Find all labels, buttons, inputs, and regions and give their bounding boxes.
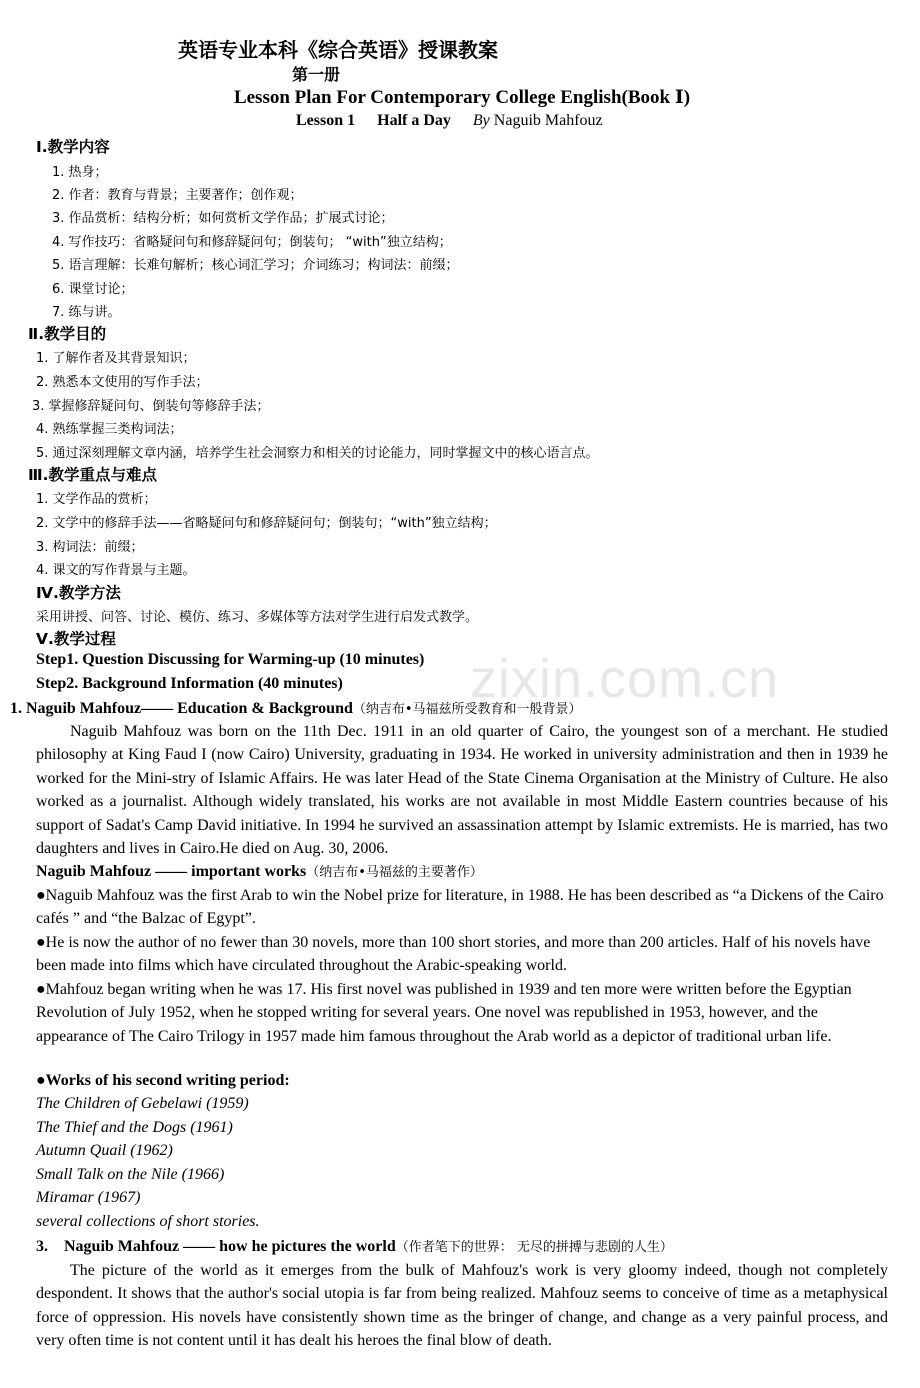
author-name: Naguib Mahfouz	[493, 112, 603, 129]
work-title: Autumn Quail (1962)	[36, 1142, 173, 1159]
part1-heading-cn: （纳吉布•马福兹所受教育和一般背景）	[352, 702, 582, 717]
document-title: 英语专业本科《综合英语》授课教案	[178, 38, 498, 62]
education-paragraph: Naguib Mahfouz was born on the 11th Dec. 1911 in an old quarter of Cairo, the youngest son of a merchant. He studied philosophy at King Faud I (now Cairo) University, graduating in 1934. He worked in university administration and then in 1939 he worked for the Mini-stry of Islamic Affairs. He was later Head of the State Cinema Organisation at the Ministry of Culture. He also worked as a journalist. Although widely translated, his works are not available in most Middle Eastern countries because of his support of Sadat's Camp David initiative. In 1994 he survived an assassination attempt by Islamic extremists. He is married, has two daughters and lives in Cairo.He died on Aug. 30, 2006.	[36, 723, 888, 858]
list-item: 5. 通过深刻理解文章内涵，培养学生社会洞察力和相关的讨论能力，同时掌握文中的核心语言点。	[36, 446, 599, 461]
list-item: 2. 熟悉本文使用的写作手法；	[36, 375, 209, 390]
list-item: 4. 熟练掌握三类构词法；	[36, 422, 183, 437]
work-title: The Thief and the Dogs (1961)	[36, 1119, 233, 1136]
second-period-heading: ●Works of his second writing period:	[36, 1072, 290, 1089]
list-item: 6. 课堂讨论；	[52, 282, 134, 297]
list-item: 3. 掌握修辞疑问句、倒装句等修辞手法；	[32, 399, 270, 414]
part3-heading	[36, 1236, 673, 1256]
watermark: zixin.com.cn	[470, 649, 780, 709]
works-bullet: ●Naguib Mahfouz was the first Arab to win the Nobel prize for literature, in 1988. He has been described as “a Dickens of the Cairo cafés ” and “the Balzac of Egypt”.	[36, 887, 884, 928]
list-item: 3. 构词法：前缀；	[36, 540, 144, 555]
work-title: Small Talk on the Nile (1966)	[36, 1166, 225, 1183]
part3-heading-cn: （作者笔下的世界： 无尽的拼搏与悲剧的人生）	[395, 1240, 673, 1255]
list-item: 5. 语言理解：长难句解析；核心词汇学习；介词练习；构词法：前缀；	[52, 258, 459, 273]
part2-heading-en: Naguib Mahfouz —— important works	[36, 863, 307, 880]
work-title: several collections of short stories.	[36, 1213, 260, 1230]
part1-heading	[10, 698, 582, 718]
lesson-number: Lesson 1	[296, 112, 356, 129]
lesson-title: Half a Day	[377, 112, 451, 129]
works-bullet: ●Mahfouz began writing when he was 17. His first novel was published in 1939 and ten more were written before the Egyptian Revolution of July 1952, when he stopped writing for several years. One novel was republished in 1953, however, and the appearance of The Cairo Trilogy in 1957 made him famous throughout the Arab world as a depictor of traditional urban life.	[36, 981, 852, 1045]
part3-number: 3.	[36, 1238, 48, 1255]
world-paragraph: The picture of the world as it emerges from the bulk of Mahfouz's work is very gloomy indeed, though not completely despondent. It shows that the author's social utopia is far from being realized. Mahfouz seems to conceive of time as a metaphysical force of oppression. His novels have consistently shown time as the bringer of change, and change as a very painful process, and very often time is not content until it has dealt his heroes the final blow of death.	[36, 1262, 888, 1350]
list-item: 1. 文学作品的赏析；	[36, 492, 157, 507]
work-title: Miramar (1967)	[36, 1189, 141, 1206]
by-label: By	[472, 112, 490, 129]
part2-heading	[36, 861, 483, 881]
part2-heading-cn: （纳吉布•马福兹的主要著作）	[306, 865, 483, 880]
list-item: 7. 练与讲。	[52, 305, 121, 320]
list-item: 1. 热身；	[52, 165, 108, 180]
list-item: 3. 作品赏析：结构分析；如何赏析文学作品；扩展式讨论；	[52, 211, 394, 226]
list-item: 1. 了解作者及其背景知识；	[36, 351, 196, 366]
list-item: 2. 作者：教育与背景；主要著作；创作观；	[52, 188, 303, 203]
step-2: Step2. Background Information (40 minutes)	[36, 675, 343, 692]
methods-text: 采用讲授、问答、讨论、模仿、练习、多媒体等方法对学生进行启发式教学。	[36, 610, 479, 625]
list-item: 4. 课文的写作背景与主题。	[36, 563, 196, 578]
works-bullet: ●He is now the author of no fewer than 30 novels, more than 100 short stories, and more than 200 articles. Half of his novels have been made into films which have circulated throughout the Arabic-speaking world.	[36, 934, 871, 975]
part3-heading-en: Naguib Mahfouz —— how he pictures the world	[64, 1238, 396, 1255]
step-1: Step1. Question Discussing for Warming-up (10 minutes)	[36, 651, 425, 668]
volume-label: 第一册	[292, 65, 341, 84]
section-heading-objectives: Ⅱ.教学目的	[28, 325, 107, 343]
english-title: Lesson Plan For Contemporary College English(Book Ⅰ)	[233, 87, 691, 108]
section-heading-methods: Ⅳ.教学方法	[36, 584, 121, 602]
lesson-line	[296, 112, 603, 130]
section-heading-content: Ⅰ.教学内容	[36, 138, 110, 156]
work-title: The Children of Gebelawi (1959)	[36, 1095, 249, 1112]
part1-heading-en: 1. Naguib Mahfouz—— Education & Background	[10, 700, 353, 717]
list-item: 4. 写作技巧：省略疑问句和修辞疑问句；倒装句； “with”独立结构；	[52, 235, 452, 250]
section-heading-process: Ⅴ.教学过程	[36, 630, 116, 648]
section-heading-key-points: Ⅲ.教学重点与难点	[28, 466, 158, 484]
list-item: 2. 文学中的修辞手法——省略疑问句和修辞疑问句；倒装句；“with”独立结构；	[36, 516, 497, 531]
